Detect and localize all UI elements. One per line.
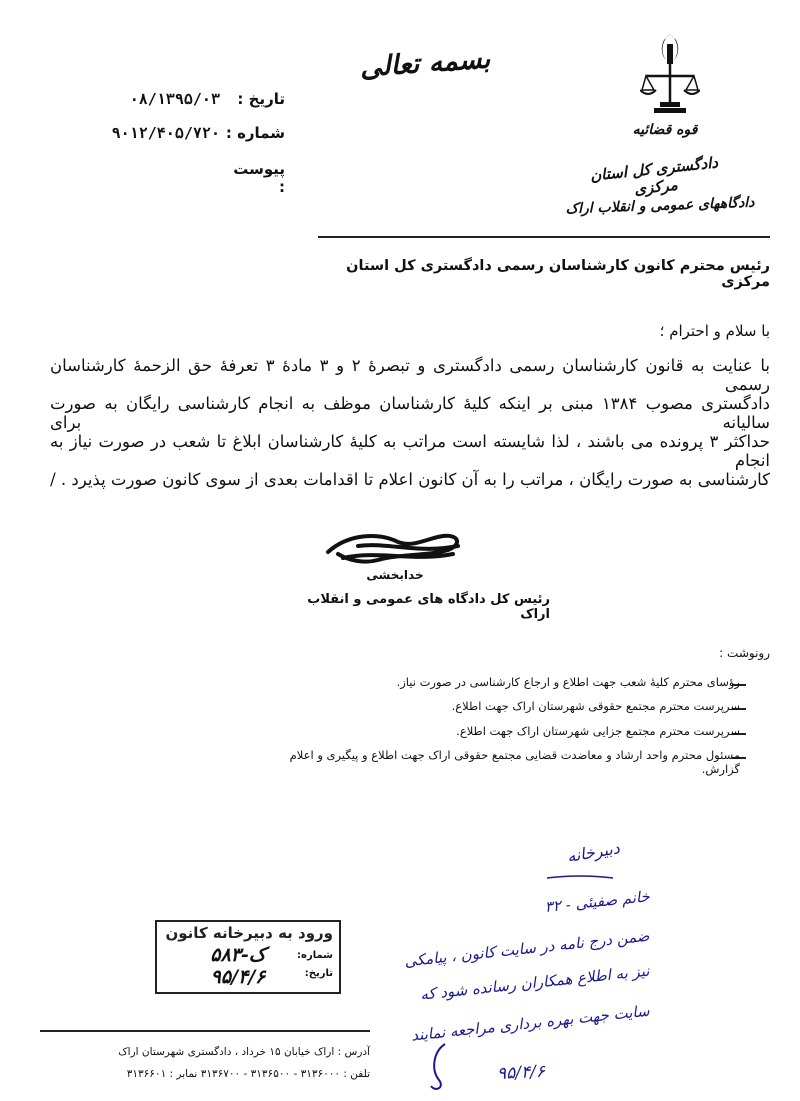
footer-phones: تلفن : ۳۱۳۶۰۰۰ - ۳۱۳۶۵۰۰ - ۳۱۳۶۷۰۰ نمابر : ۳۱۳۶۶۰۱ [126, 1068, 370, 1080]
incoming-stamp [155, 920, 341, 994]
stamp-date-label: تاریخ: [304, 968, 333, 979]
cc-label: رونوشت : [719, 646, 770, 660]
org-judiciary: قوه قضائیه [632, 122, 698, 138]
org-arak-courts: دادگاههای عمومی و انقلاب اراک [565, 194, 755, 218]
stamp-date-value: ۹۵/۴/۶ [210, 966, 266, 988]
cc-item: سرپرست محترم مجتمع حقوقی شهرستان اراک جهت اطلاع. [451, 699, 740, 713]
stamp-title: ورود به دبیرخانه کانون [165, 924, 333, 942]
handwritten-line: خانم صفیئی - ۳۲ [543, 887, 651, 917]
cc-item: رؤسای محترم کلیهٔ شعب جهت اطلاع و ارجاع کارشناسی در صورت نیاز. [396, 675, 740, 689]
salutation: با سلام و احترام ؛ [659, 322, 770, 340]
handwritten-date: ۹۵/۴/۶ [496, 1061, 546, 1085]
signatory-name: خدابخشی [366, 568, 424, 582]
underline-icon [545, 872, 615, 882]
date-value: ۰۸/۱۳۹۵/۰۳ [129, 90, 220, 108]
cc-item: سرپرست محترم مجتمع جزایی شهرستان اراک جهت اطلاع. [456, 724, 740, 738]
footer-address: آدرس : اراک خیابان ۱۵ خرداد ، دادگستری شهرستان اراک [118, 1046, 370, 1058]
stamp-number-value: ک-۵۸۳ [210, 944, 266, 966]
signature-scribble-icon [318, 524, 468, 574]
handwritten-dept: دبیرخانه [565, 838, 622, 867]
org-provincial-justice: دادگستری کل استان مرکزی [589, 153, 719, 199]
cc-item: مسئول محترم واحد ارشاد و معاضدت قضایی مجتمع حقوقی اراک جهت اطلاع و پیگیری و اعلام گزارش. [289, 748, 740, 776]
handwritten-initial-icon [425, 1040, 455, 1095]
stamp-number-label: شماره: [297, 950, 333, 961]
number-label: شماره : [225, 124, 285, 142]
header-divider [318, 236, 770, 238]
handwritten-line: نیز به اطلاع همکاران رسانده شود که [419, 961, 651, 1004]
handwritten-line: سایت جهت بهره برداری مراجعه نمایند [410, 1001, 651, 1045]
body-line: با عنایت به قانون کارشناسان رسمی دادگستری و تبصرهٔ ۲ و ۳ مادهٔ ۳ تعرفهٔ حق الزحمهٔ کارشناسان رسمی [50, 356, 770, 394]
body-line: حداکثر ۳ پرونده می باشند ، لذا شایسته است مراتب به کلیهٔ کارشناسان ابلاغ تا شعب در صورت نیاز به انجام [50, 432, 770, 470]
date-label: تاریخ : [237, 90, 285, 108]
addressee: رئیس محترم کانون کارشناسان رسمی دادگستری کل استان مرکزی [346, 258, 770, 290]
judiciary-emblem-icon [640, 30, 700, 120]
handwritten-line: ضمن درج نامه در سایت کانون ، پیامکی [403, 926, 651, 971]
body-line: کارشناسی به صورت رایگان ، مراتب را به آن کانون اعلام تا اقدامات بعدی از سوی کانون صورت پذیرد . / [50, 470, 770, 489]
bismillah-heading: بسمه تعالی [358, 43, 492, 84]
footer-divider [40, 1030, 370, 1032]
number-value: ۹۰۱۲/۴۰۵/۷۲۰ [111, 124, 220, 142]
body-line: دادگستری مصوب ۱۳۸۴ مبنی بر اینکه کلیهٔ کارشناسان موظف به انجام کارشناسی رایگان به صورت سالیانه برای [50, 394, 771, 432]
attachment-label: پیوست : [233, 160, 285, 196]
signatory-title: رئیس کل دادگاه های عمومی و انقلاب اراک [307, 592, 550, 622]
